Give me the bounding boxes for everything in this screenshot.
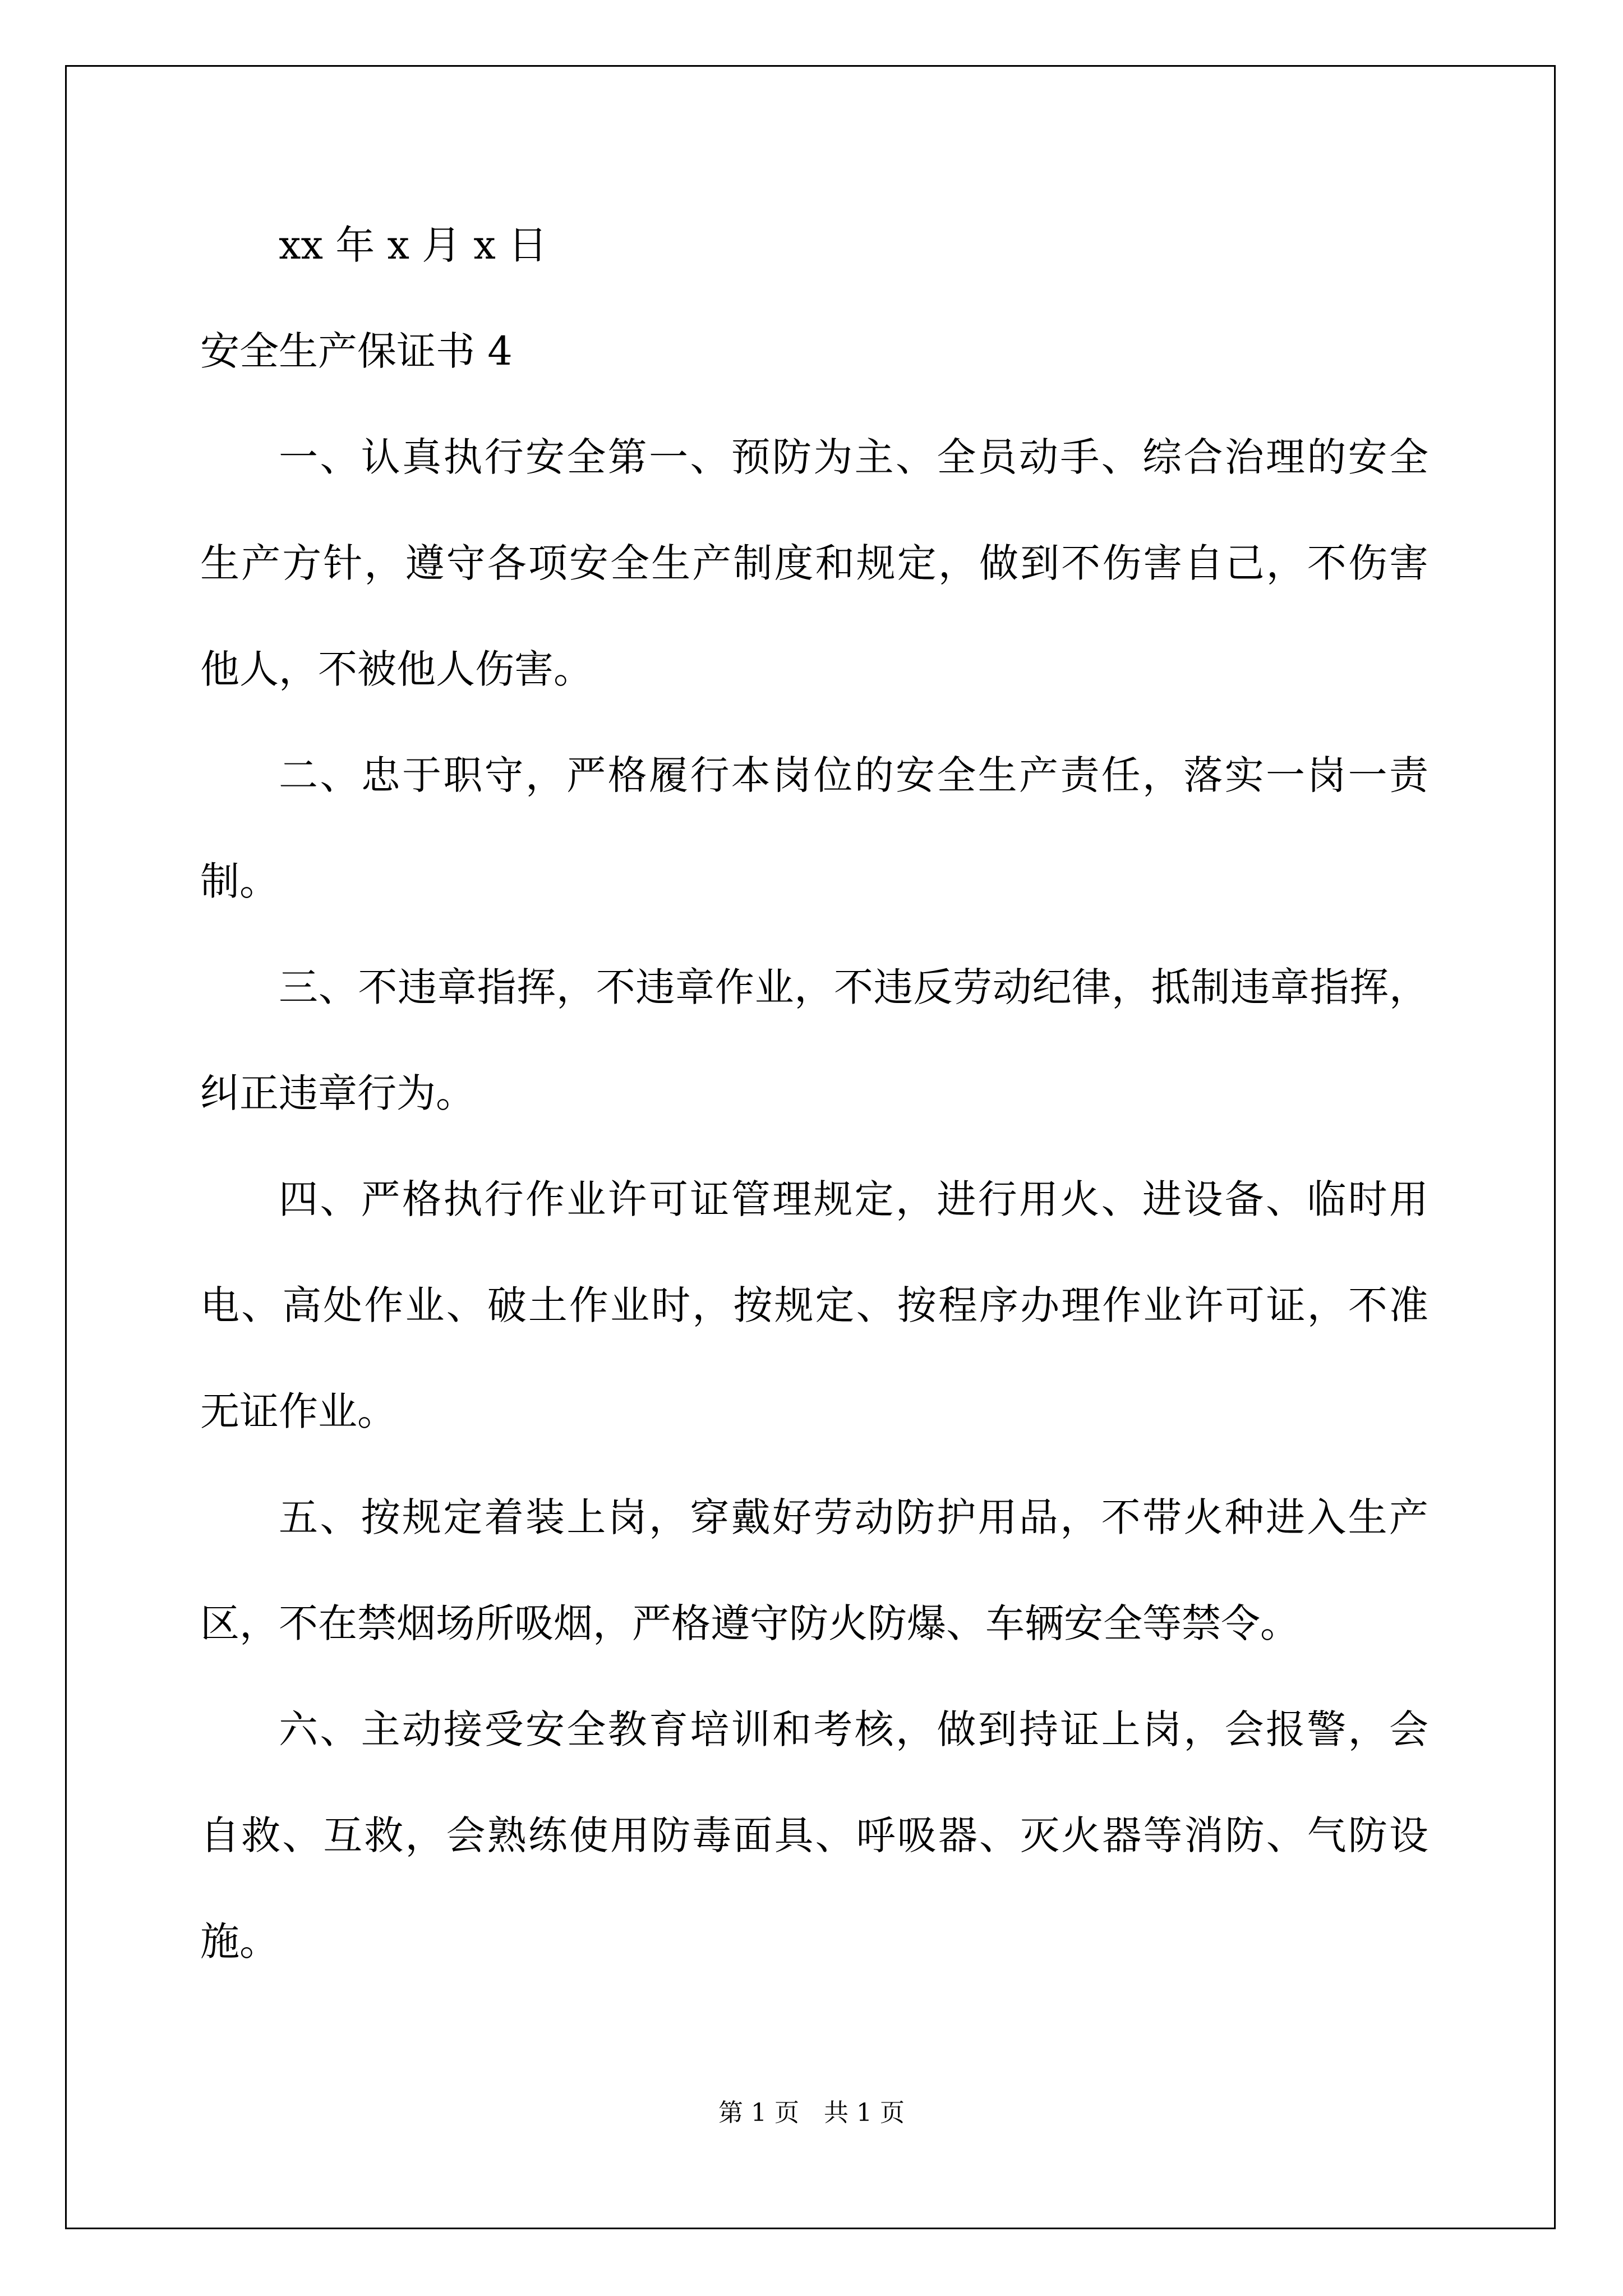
text-line: 制。 (200, 858, 279, 904)
text-line: 区，不在禁烟场所吸烟，严格遵守防火防爆、车辆安全等禁令。 (200, 1600, 1299, 1646)
text-line: 五、按规定着装上岗，穿戴好劳动防护用品，不带火种进入生产 (279, 1494, 1428, 1540)
document-title: 安全生产保证书 4 (200, 328, 513, 374)
page-number: 第 1 页 (718, 2099, 799, 2127)
text-line: 自救、互救，会熟练使用防毒面具、呼吸器、灭火器等消防、气防设 (200, 1812, 1428, 1858)
text-line: 施。 (200, 1918, 279, 1964)
text-line: 他人，不被他人伤害。 (200, 646, 593, 692)
text-line: 三、不违章指挥，不违章作业，不违反劳动纪律，抵制违章指挥， (279, 964, 1428, 1010)
text-line: 纠正违章行为。 (200, 1070, 475, 1116)
text-line: 一、认真执行安全第一、预防为主、全员动手、综合治理的安全 (279, 434, 1428, 480)
text-line: 无证作业。 (200, 1388, 396, 1434)
text-line: 六、主动接受安全教育培训和考核，做到持证上岗，会报警，会 (279, 1706, 1428, 1752)
page-footer (0, 2092, 1623, 2128)
document-body (200, 209, 1428, 2011)
date-line: xx 年 x 月 x 日 (279, 222, 548, 268)
text-line: 四、严格执行作业许可证管理规定，进行用火、进设备、临时用 (279, 1176, 1428, 1222)
page-count: 共 1 页 (824, 2099, 905, 2127)
text-line: 电、高处作业、破土作业时，按规定、按程序办理作业许可证，不准 (200, 1282, 1428, 1328)
text-line: 生产方针，遵守各项安全生产制度和规定，做到不伤害自己，不伤害 (200, 540, 1428, 586)
text-line: 二、忠于职守，严格履行本岗位的安全生产责任，落实一岗一责 (279, 752, 1428, 798)
